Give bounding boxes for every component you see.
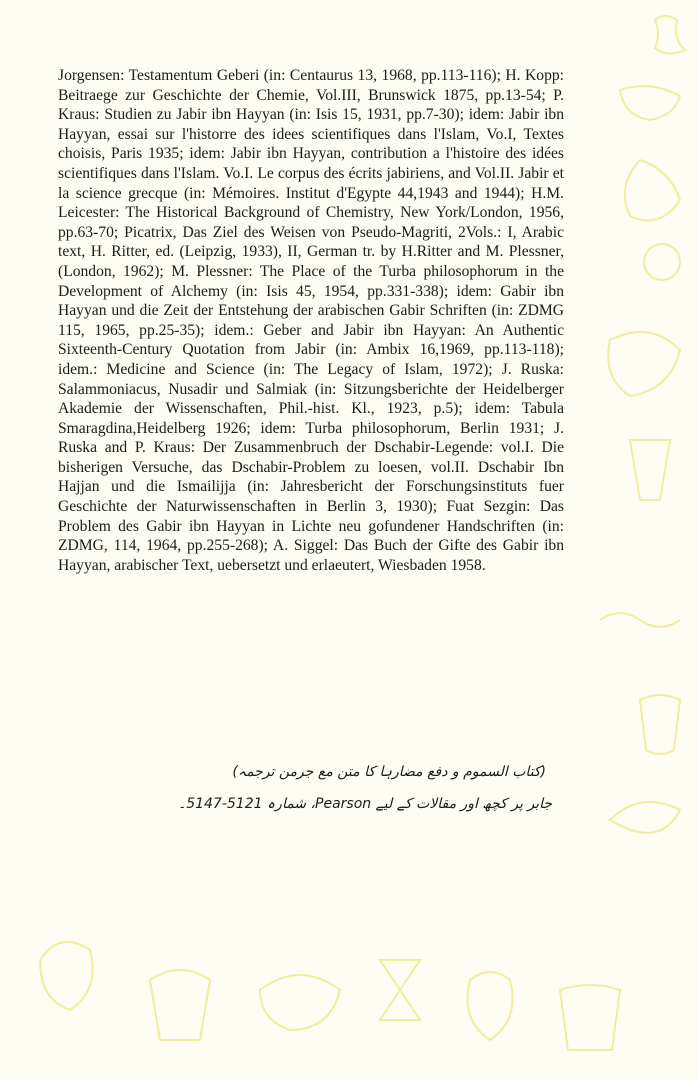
circle-sketch [644, 244, 680, 280]
bibliography-paragraph: Jorgensen: Testamentum Geberi (in: Centaurus 13, 1968, pp.113-116); H. Kopp: Beitraege zur Geschichte der Chemie, Vol.III, Brunswick 1875, pp.13-54; P. Kraus: Studien zu Jabir ibn Hayyan (in: Isis 15, 1931, pp.7-30); idem: Jabir ibn Hayyan, essai sur l'historre des idees scientifiques dans l'Islam, Vo.I, Textes choisis, Paris 1935; idem: Jabir ibn Hayyan, contribution a l'histoire des idées scientifiques dans l'Islam. Vo.I. Le corpus des écrits jabiriens, and Vol.II. Jabir et la science grecque (in: Mémoires. Institut d'Egypte 44,1943 and 1944); H.M. Leicester: The Historical Background of Chemistry, New York/London, 1956, pp.63-70; Picatrix, Das Ziel des Weisen von Pseudo-Magriti, 2Vols.: I, Arabic text, H. Ritter, ed. (Leipzig, 1933), II, German tr. by H.Ritter and M. Plessner, (London, 1962); M. Plessner: The Place of the Turba philosophorum in the Development of Alchemy (in: Isis 45, 1954, pp.331-338); idem: Gabir ibn Hayyan und die Zeit der Entstehung der arabischen Gabir Schriften (in: ZDMG 115, 1965, pp.25-35); idem.: Geber and Jabir ibn Hayyan: An Authentic Sixteenth-Century Quotation from Jabir (in: Ambix 16,1969, pp.113-118); idem.: Medicine and Science (in: The Legacy of Islam, 1972); J. Ruska: Salammoniacus, Nusadir und Salmiak (in: Sitzungsberichte der Heidelberger Akademie der Wissenschaften, Phil.-hist. Kl., 1923, p.5); idem: Tabula Smaragdina,Heidelberg 1926; idem: Turba philosophorum, Berlin 1931; J. Ruska and P. Kraus: Der Zusammenbruch der Dschabir-Legende: vol.I. Die bisherigen Versuche, das Dschabir-Problem zu loesen, vol.II. Dschabir Ibn Hajjan und die Ismailijja (in: Jahresbericht der Forschungsinstituts fuer Geschichte der Naturwissenschaften in Berlin 3, 1930); Fuat Sezgin: Das Problem des Gabir ibn Hayyan in Lichte neu gofundener Handschriften (in: ZDMG, 114, 1964, pp.255-268); A. Siggel: Das Buch der Gifte des Gabir ibn Hayyan, arabischer Text, uebersetzt und erlaeutert, Wiesbaden 1958. [58, 67, 564, 574]
bottom-jar [560, 985, 620, 1050]
bottom-flask [468, 972, 513, 1040]
urdu-note [160, 756, 552, 820]
bottom-hourglass [380, 960, 420, 1020]
retort-sketch [625, 160, 680, 220]
bottom-figure-left [40, 942, 93, 1010]
jar-sketch [640, 695, 680, 754]
vessel-sketch [620, 86, 680, 120]
urdu-line-pearson-reference: جابر پر کچھ اور مقالات کے لیے Pearson، شمارہ 5121-5147۔ [177, 796, 552, 812]
figure-sketch [608, 332, 680, 396]
urdu-line-translation-note: (کتاب السموم و دفع مضارہا کا متن مع جرمن ترجمہ) [232, 764, 546, 780]
flask-sketch [655, 16, 685, 54]
bottom-vessel [150, 970, 210, 1040]
leaf-sketch [610, 802, 680, 833]
bottom-retort [260, 975, 340, 1030]
wave-sketch [600, 613, 680, 627]
stand-sketch [630, 440, 670, 500]
